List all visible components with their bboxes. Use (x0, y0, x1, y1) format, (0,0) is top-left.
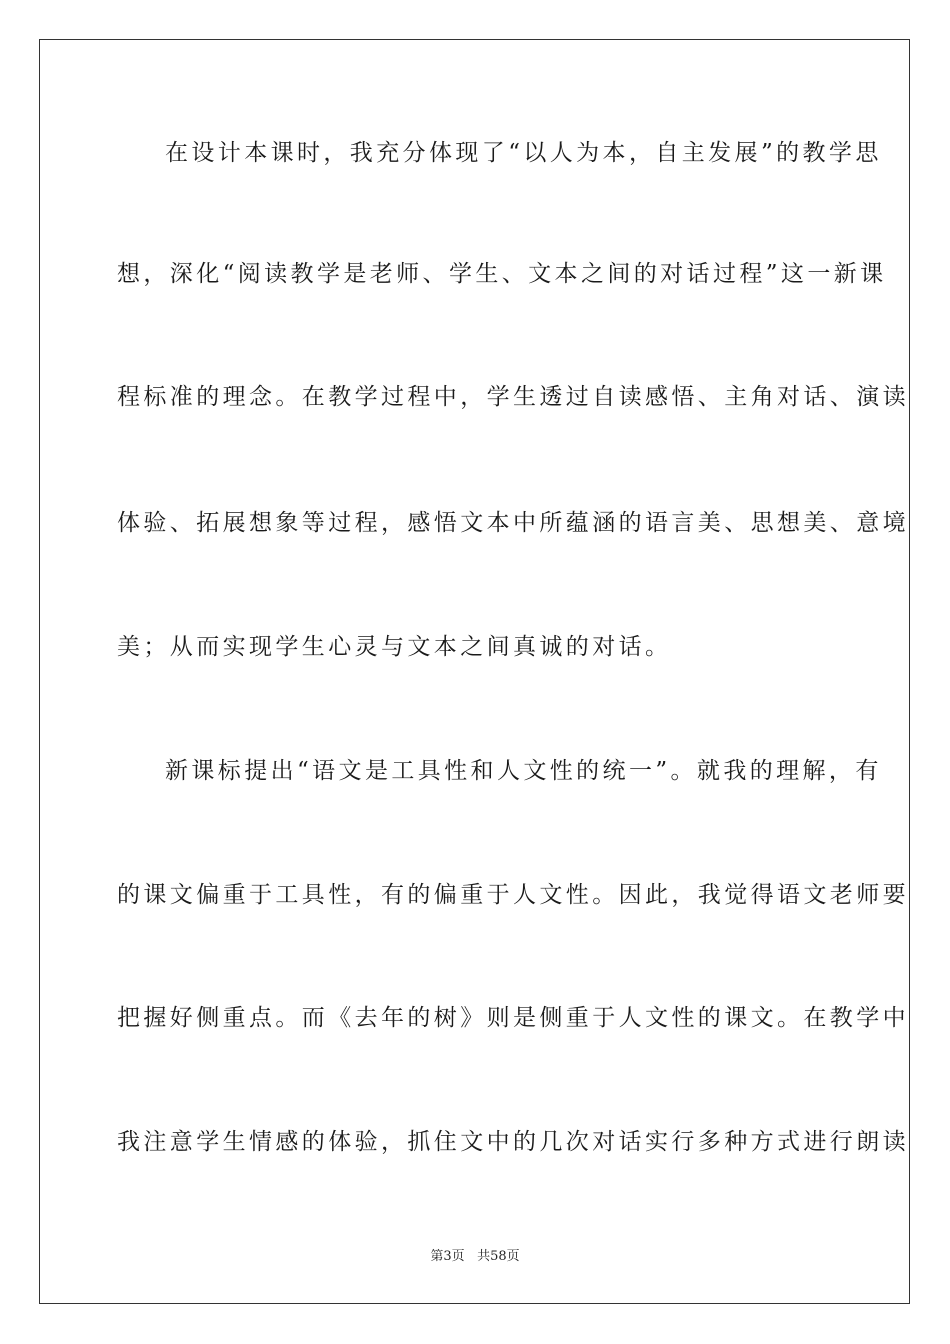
paragraph-1-line-1: 在设计本课时，我充分体现了“以人为本，自主发展”的教学思 (165, 140, 882, 166)
paragraph-2-line-1: 新课标提出“语文是工具性和人文性的统一”。就我的理解，有 (165, 758, 882, 784)
page-border (39, 39, 910, 1304)
paragraph-2-line-3: 把握好侧重点。而《去年的树》则是侧重于人文性的课文。在教学中 (117, 1005, 909, 1031)
paragraph-1-line-3: 程标准的理念。在教学过程中，学生透过自读感悟、主角对话、演读 (117, 384, 909, 410)
paragraph-1-line-2: 想，深化“阅读教学是老师、学生、文本之间的对话过程”这一新课 (117, 261, 887, 287)
page-footer (0, 1249, 950, 1265)
page-number: 第3页 (430, 1249, 465, 1264)
paragraph-2-line-2: 的课文偏重于工具性，有的偏重于人文性。因此，我觉得语文老师要 (117, 882, 909, 908)
paragraph-1-line-4: 体验、拓展想象等过程，感悟文本中所蕴涵的语言美、思想美、意境 (117, 510, 909, 536)
paragraph-2-line-4: 我注意学生情感的体验，抓住文中的几次对话实行多种方式进行朗读 (117, 1129, 909, 1155)
page-total: 共58页 (477, 1249, 520, 1264)
paragraph-1-line-5: 美；从而实现学生心灵与文本之间真诚的对话。 (117, 634, 672, 660)
